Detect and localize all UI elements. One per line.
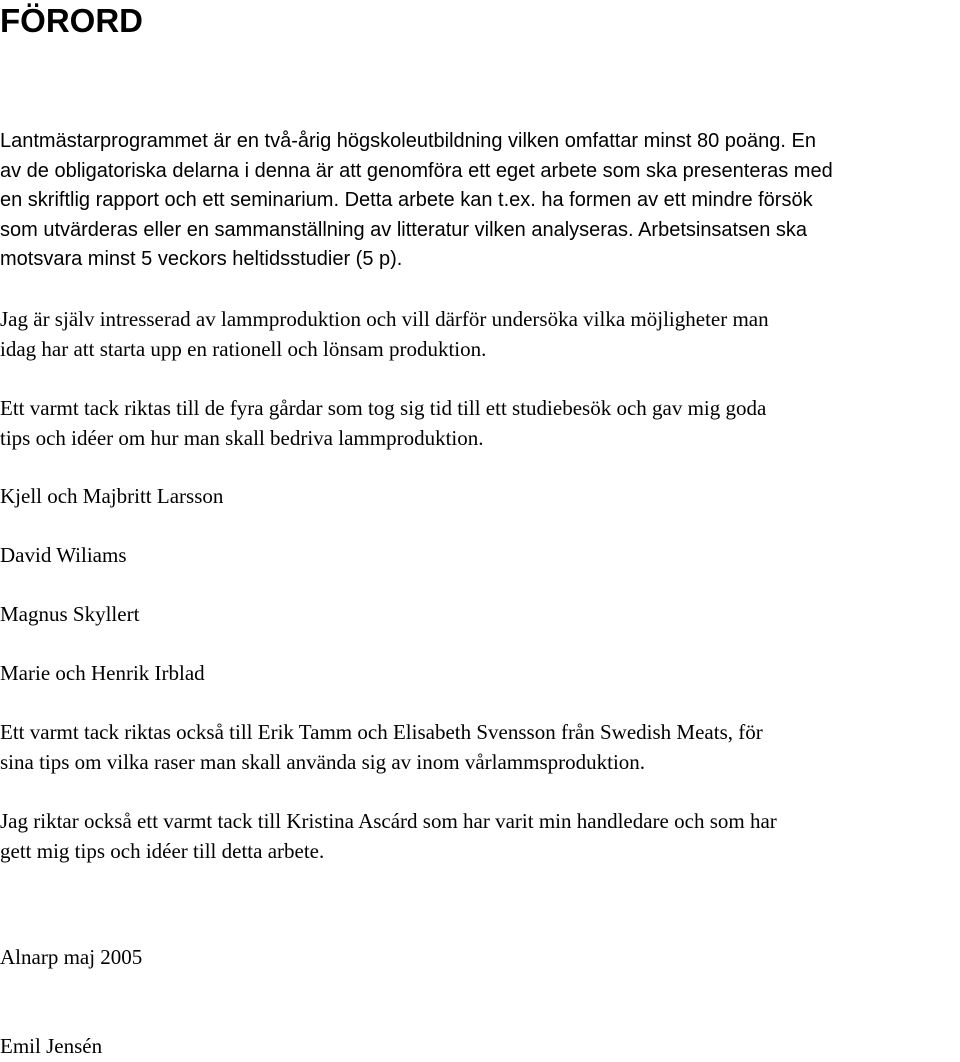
farm-name-text: Kjell och Majbritt Larsson <box>0 484 224 508</box>
interest-paragraph <box>0 305 769 364</box>
farm-name-text: David Wiliams <box>0 543 127 567</box>
author-signature <box>0 1032 102 1062</box>
intro-paragraph <box>0 127 833 275</box>
farm-name <box>0 659 205 689</box>
farm-name <box>0 482 223 512</box>
farm-name-text: Magnus Skyllert <box>0 602 140 626</box>
thanks-farms-paragraph <box>0 394 766 453</box>
interest-line: idag har att starta upp en rationell och lönsam produktion. <box>0 336 487 361</box>
interest-line: Jag är själv intresserad av lammproduktion och vill därför undersöka vilka möjligheter man <box>0 307 769 331</box>
place-date-text: Alnarp maj 2005 <box>0 945 143 969</box>
intro-line: som utvärderas eller en sammanställning av litteratur vilken analyseras. Arbetsinsatsen ska <box>0 218 808 241</box>
thanks-farms-line: tips och idéer om hur man skall bedriva lammproduktion. <box>0 425 484 450</box>
thanks-farms-line: Ett varmt tack riktas till de fyra gårdar som tog sig tid till ett studiebesök och gav mig goda <box>0 396 767 420</box>
thanks-meats-line: sina tips om vilka raser man skall använda sig av inom vårlammsproduktion. <box>0 749 646 774</box>
thanks-supervisor-paragraph <box>0 807 777 866</box>
farm-name-text: Marie och Henrik Irblad <box>0 661 205 685</box>
intro-line: av de obligatoriska delarna i denna är att genomföra ett eget arbete som ska presenteras med <box>0 159 833 182</box>
intro-line: Lantmästarprogrammet är en två-årig högskoleutbildning vilken omfattar minst 80 poäng. En <box>0 130 816 152</box>
farm-name <box>0 600 139 630</box>
place-date <box>0 943 142 973</box>
author-name: Emil Jensén <box>0 1034 103 1058</box>
page-title: FÖRORD <box>0 2 143 39</box>
thanks-supervisor-line: gett mig tips och idéer till detta arbete. <box>0 838 325 863</box>
intro-line: motsvara minst 5 veckors heltidsstudier (5 p). <box>0 248 403 270</box>
intro-line: en skriftlig rapport och ett seminarium. Detta arbete kan t.ex. ha formen av ett mindre försök <box>0 189 813 211</box>
thanks-supervisor-line: Jag riktar också ett varmt tack till Kristina Ascárd som har varit min handledare och som har <box>0 809 777 833</box>
farm-name <box>0 541 127 571</box>
thanks-meats-line: Ett varmt tack riktas också till Erik Tamm och Elisabeth Svensson från Swedish Meats, för <box>0 720 763 744</box>
thanks-meats-paragraph <box>0 718 763 777</box>
